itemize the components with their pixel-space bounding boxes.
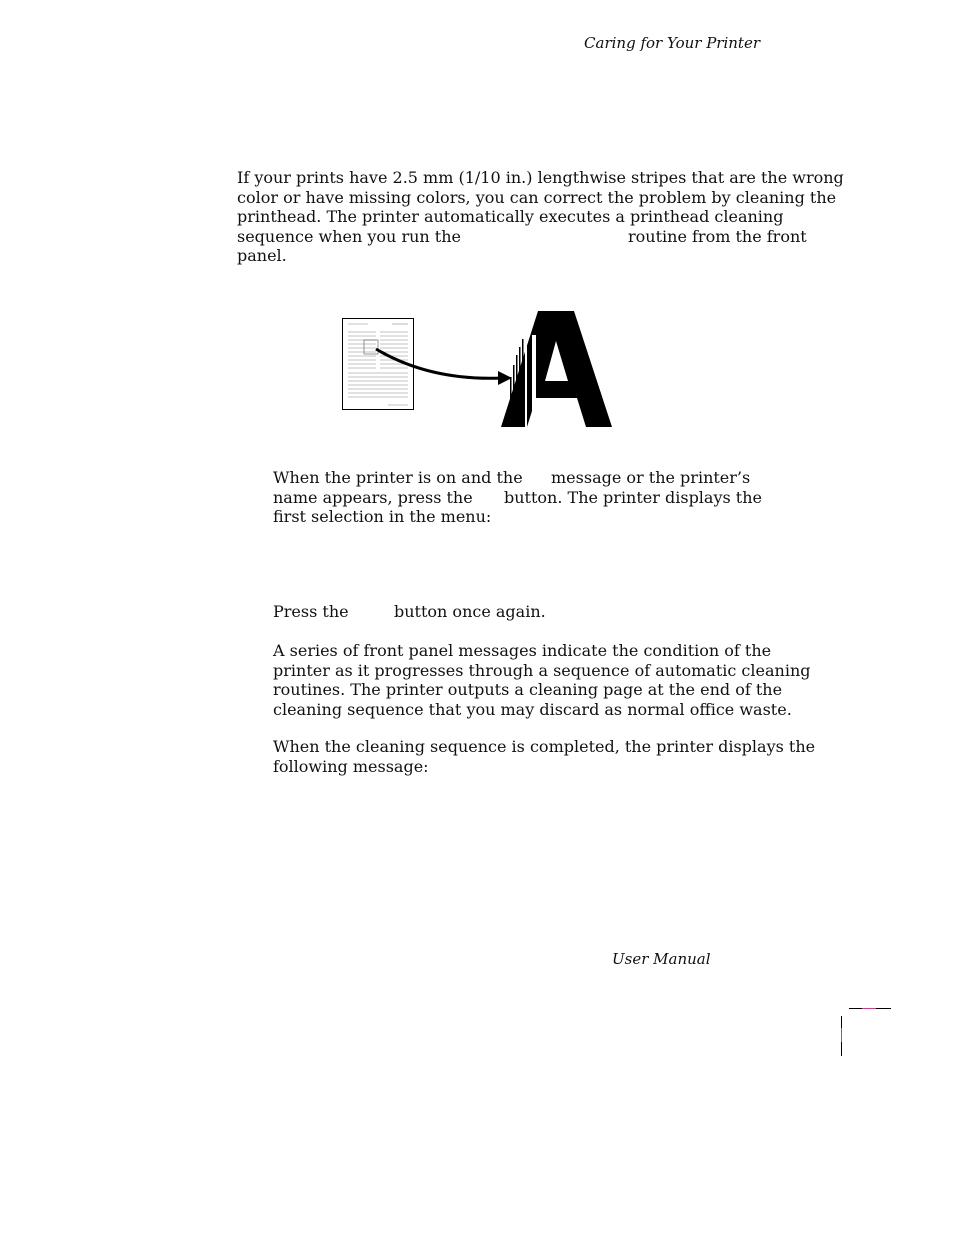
step-line: When the cleaning sequence is completed, the printer displays the (273, 737, 816, 756)
step-line: printer as it progresses through a sequence of automatic cleaning (273, 660, 811, 680)
intro-line: panel. (237, 246, 287, 265)
crop-mark-accent-horizontal (862, 1008, 876, 1009)
step-line: routines. The printer outputs a cleaning page at the end of the (273, 680, 783, 699)
step-line: name appears, press the (273, 487, 473, 507)
step-line: following message: (273, 756, 429, 776)
step-line: When the printer is on and the (273, 468, 523, 487)
intro-line: color or have missing colors, you can correct the problem by cleaning the (237, 187, 837, 207)
crop-mark-accent-vertical (841, 1028, 842, 1042)
running-header: Caring for Your Printer (584, 34, 760, 52)
intro-line: printhead. The printer automatically executes a printhead cleaning (237, 207, 784, 226)
step-line: Press the (273, 602, 349, 621)
intro-line: If your prints have 2.5 mm (1/10 in.) lengthwise stripes that are the wrong (237, 168, 844, 187)
step-line: A series of front panel messages indicate the condition of the (273, 641, 772, 660)
step-line: cleaning sequence that you may discard as normal office waste. (273, 699, 792, 719)
step-line: button. The printer displays the (504, 487, 762, 507)
intro-line: sequence when you run the (237, 226, 461, 246)
step-line: message or the printer’s (551, 468, 751, 487)
intro-line: routine from the front (628, 226, 807, 246)
step-line: button once again. (394, 602, 546, 621)
step-line: first selection in the menu: (273, 507, 492, 526)
running-footer: User Manual (612, 950, 711, 968)
streaked-print-illustration (340, 305, 620, 435)
